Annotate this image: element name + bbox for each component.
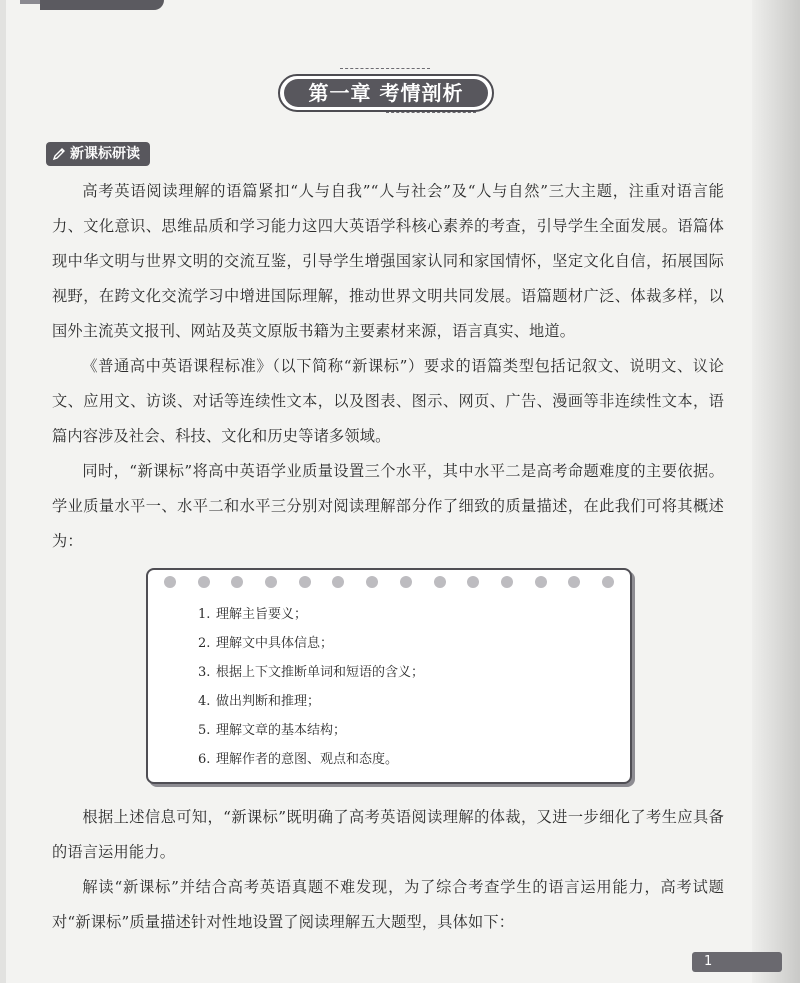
list-item: 1. 理解主旨要义； xyxy=(198,607,308,622)
scan-edge-left xyxy=(0,0,6,983)
notebook-holes xyxy=(164,576,614,590)
ring-hole xyxy=(265,576,277,588)
header-tab-accent xyxy=(20,0,42,4)
chapter-deco-line-top xyxy=(340,68,430,71)
ring-hole xyxy=(198,576,210,588)
chapter-pill xyxy=(278,74,494,112)
scan-edge-right xyxy=(752,0,800,983)
ring-hole xyxy=(501,576,513,588)
paragraph-2: 《普通高中英语课程标准》（以下简称“新课标”）要求的语篇类型包括记叙文、说明文、议论文、应用文、访谈、对话等连续性文本，以及图表、图示、网页、广告、漫画等非连续性文本，语篇内容涉及社会、科技、文化和历史等诸多领域。 xyxy=(52,357,724,445)
paragraph-3: 同时，“新课标”将高中英语学业质量设置三个水平，其中水平二是高考命题难度的主要依据。学业质量水平一、水平二和水平三分别对阅读理解部分作了细致的质量描述，在此我们可将其概述为： xyxy=(52,462,724,550)
ring-hole xyxy=(332,576,344,588)
ring-hole xyxy=(400,576,412,588)
section-heading-label: 新课标研读 xyxy=(70,146,140,162)
reading-skills-card xyxy=(146,568,632,784)
list-item: 6. 理解作者的意图、观点和态度。 xyxy=(198,752,399,767)
list-item: 5. 理解文章的基本结构； xyxy=(198,723,347,738)
section-heading xyxy=(46,142,150,166)
intro-text-block xyxy=(52,174,724,559)
header-tab xyxy=(40,0,164,10)
list-item: 4. 做出判断和推理； xyxy=(198,694,321,709)
ring-hole xyxy=(568,576,580,588)
ring-hole xyxy=(164,576,176,588)
paragraph-5: 解读“新课标”并结合高考英语真题不难发现，为了综合考查学生的语言运用能力，高考试题对“新课标”质量描述针对性地设置了阅读理解五大题型，具体如下： xyxy=(52,878,724,931)
ring-hole xyxy=(602,576,614,588)
page-number: 1 xyxy=(692,952,782,972)
paragraph-4: 根据上述信息可知，“新课标”既明确了高考英语阅读理解的体裁，又进一步细化了考生应具备的语言运用能力。 xyxy=(52,808,724,861)
ring-hole xyxy=(467,576,479,588)
ring-hole xyxy=(299,576,311,588)
ring-hole xyxy=(366,576,378,588)
ring-hole xyxy=(535,576,547,588)
paragraph-1: 高考英语阅读理解的语篇紧扣“人与自我”“人与社会”及“人与自然”三大主题，注重对语言能力、文化意识、思维品质和学习能力这四大英语学科核心素养的考查，引导学生全面发展。语篇体现中华文明与世界文明的交流互鉴，引导学生增强国家认同和家国情怀，坚定文化自信，拓展国际视野，在跨文化交流学习中增进国际理解，推动世界文明共同发展。语篇题材广泛、体裁多样，以国外主流英文报刊、网站及英文原版书籍为主要素材来源，语言真实、地道。 xyxy=(52,182,724,340)
chapter-deco-line-bottom xyxy=(386,112,476,115)
conclusion-text-block xyxy=(52,800,724,940)
list-item: 3. 根据上下文推断单词和短语的含义； xyxy=(198,665,425,680)
chapter-banner xyxy=(268,68,500,114)
pencil-icon xyxy=(52,147,66,161)
list-item: 2. 理解文中具体信息； xyxy=(198,636,334,651)
ring-hole xyxy=(231,576,243,588)
chapter-title: 第一章 考情剖析 xyxy=(284,79,488,107)
ring-hole xyxy=(434,576,446,588)
skills-list xyxy=(198,600,424,774)
